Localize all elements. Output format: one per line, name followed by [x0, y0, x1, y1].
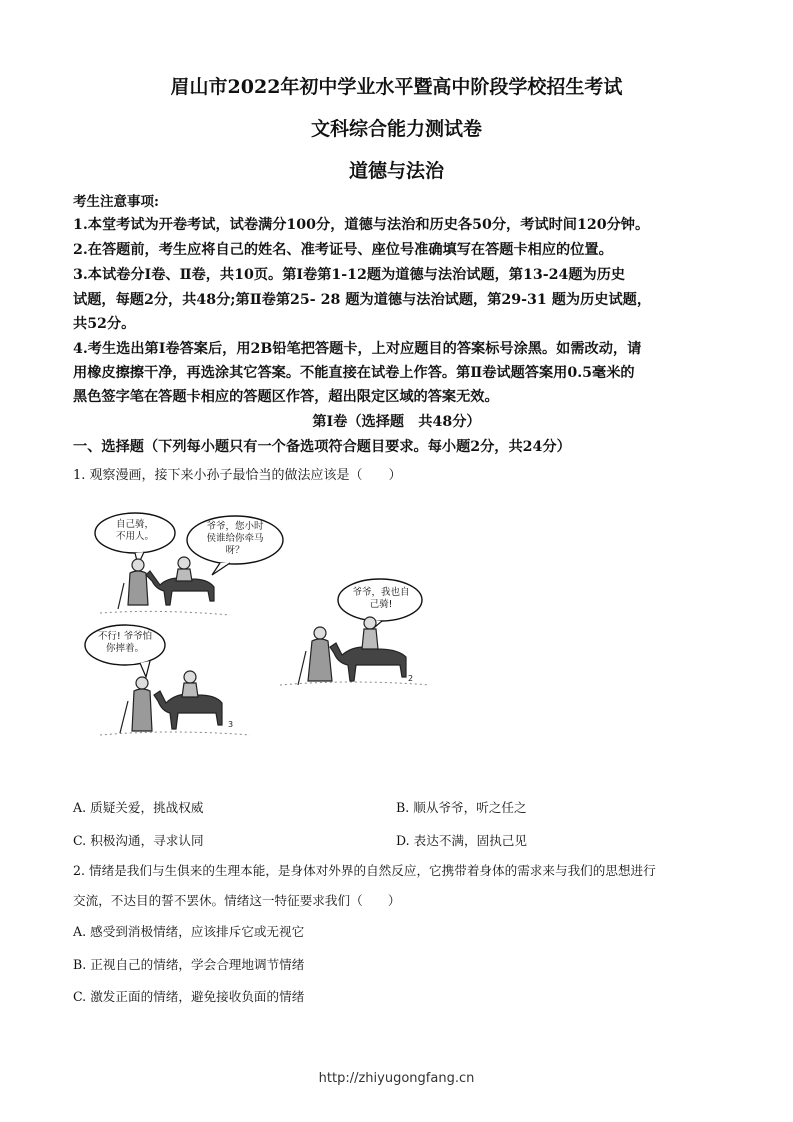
- grandpa-figure: [298, 627, 332, 685]
- notice-line: 3.本试卷分Ⅰ卷、Ⅱ卷，共10页。第Ⅰ卷第1-12题为道德与法治试题，第13-24题为历史: [73, 267, 626, 283]
- notice-line: 4.考生选出第Ⅰ卷答案后，用2B铅笔把答题卡，上对应题目的答案标号涂黑。如需改动，请: [73, 341, 642, 357]
- notice-line: 1.本堂考试为开卷考试，试卷满分100分，道德与法治和历史各50分，考试时间120分钟。: [73, 217, 650, 233]
- part-heading: 一、选择题（下列每小题只有一个备选项符合题目要求。每小题2分，共24分）: [73, 439, 571, 455]
- horse-figure: [146, 557, 214, 605]
- grandpa-figure: [118, 559, 148, 609]
- horse-figure: [154, 671, 222, 729]
- notice-line: 2.在答题前，考生应将自己的姓名、准考证号、座位号准确填写在答题卡相应的位置。: [73, 242, 613, 258]
- bubble-text: 自己骑， 不用人。: [115, 519, 154, 542]
- notice-line: 共52分。: [73, 316, 136, 332]
- horse-figure: [330, 617, 406, 681]
- panel-number: 2: [408, 674, 414, 683]
- bubble-text: 爷爷，您小时 侯谁给你牵马 呀？: [206, 521, 264, 556]
- comic-illustration: [80, 505, 460, 750]
- exam-title: 眉山市2022年初中学业水平暨高中阶段学校招生考试: [170, 76, 623, 98]
- volume-heading: 第Ⅰ卷（选择题 共48分）: [312, 414, 481, 430]
- option-d: D. 表达不满，固执己见: [396, 833, 527, 848]
- option-b: B. 正视自己的情绪，学会合理地调节情绪: [73, 957, 305, 972]
- option-a: A. 感受到消极情绪，应该排斥它或无视它: [73, 924, 305, 939]
- notice-heading: 考生注意事项:: [73, 194, 159, 210]
- option-a: A. 质疑关爱，挑战权威: [73, 800, 204, 815]
- exam-subtitle: 文科综合能力测试卷: [310, 118, 482, 140]
- bubble-text: 爷爷，我也自 己骑!: [352, 587, 410, 610]
- question-1-stem: 1. 观察漫画，接下来小孙子最恰当的做法应该是（ ）: [73, 468, 402, 483]
- option-c: C. 积极沟通，寻求认同: [73, 833, 204, 848]
- grandpa-figure: [120, 677, 152, 733]
- notice-line: 黑色签字笔在答题卡相应的答题区作答，超出限定区域的答案无效。: [73, 389, 499, 405]
- option-c: C. 激发正面的情绪，避免接收负面的情绪: [73, 989, 305, 1004]
- option-b: B. 顺从爷爷，听之任之: [396, 800, 527, 815]
- panel-number: 3: [228, 720, 234, 729]
- question-2-stem-cont: 交流，不达目的誓不罢休。情绪这一特征要求我们（ ）: [73, 893, 401, 908]
- footer-url[interactable]: http://zhiyugongfang.cn: [318, 1071, 475, 1086]
- notice-line: 试题，每题2分，共48分;第Ⅱ卷第25- 28 题为道德与法治试题，第29-31 题为历史试题，: [73, 292, 652, 308]
- bubble-text: 不行! 爷爷怕 你摔着。: [97, 631, 153, 654]
- question-2-stem: 2. 情绪是我们与生俱来的生理本能，是身体对外界的自然反应，它携带着身体的需求来与我们的思想进行: [73, 863, 656, 878]
- notice-line: 用橡皮擦擦干净，再选涂其它答案。不能直接在试卷上作答。第Ⅱ卷试题答案用0.5毫米的: [73, 365, 635, 381]
- subject-title: 道德与法治: [348, 160, 444, 182]
